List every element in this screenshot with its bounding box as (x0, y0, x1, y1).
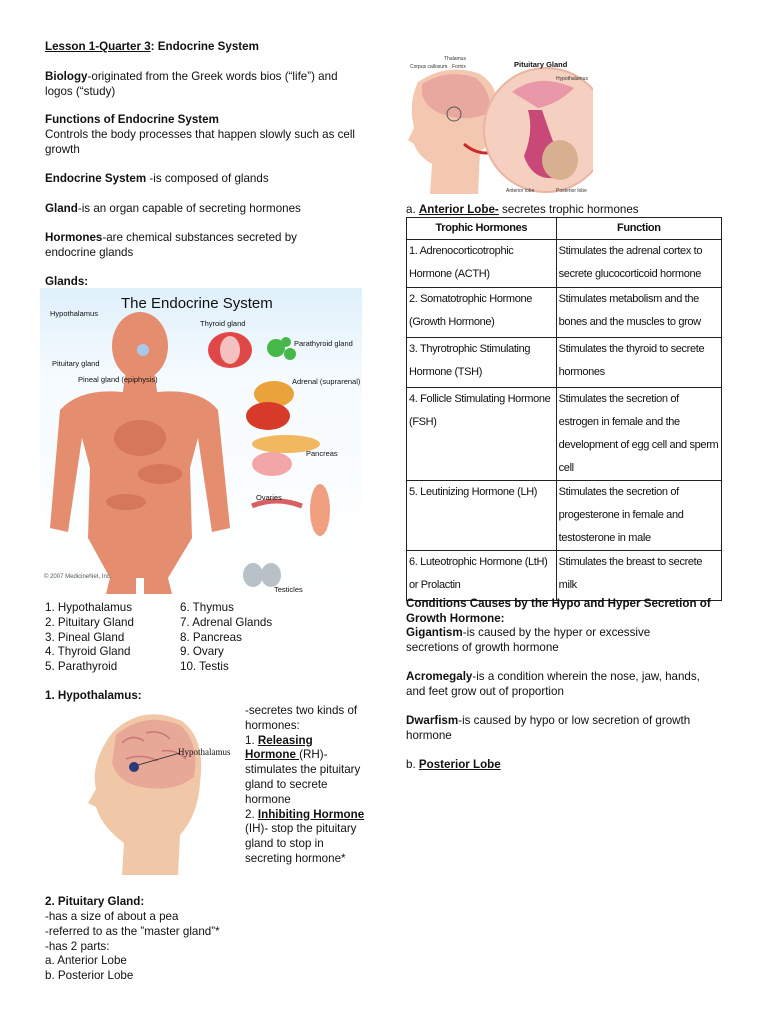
hypothalamus-intro: -secretes two kinds of hormones: (245, 704, 358, 732)
posterior-lobe-heading: b. Posterior Lobe (406, 758, 501, 771)
functions-text: Controls the body processes that happen slowly such as cell growth (45, 128, 355, 156)
pituitary-heading: 2. Pituitary Gland: (45, 895, 145, 908)
table-cell: 5. Leutinizing Hormone (LH) (407, 481, 557, 551)
table-row (407, 388, 722, 481)
pituitary-line: a. Anterior Lobe (45, 954, 127, 968)
gland-list-col-1 (45, 601, 180, 675)
label-ovaries: Ovaries (256, 493, 282, 502)
label-thyroid: Thyroid gland (200, 319, 246, 328)
endocrine-definition: Endocrine System -is composed of glands (45, 172, 269, 185)
gland-list-col-2 (180, 601, 272, 675)
label-hypothalamus: Hypothalamus (50, 309, 98, 318)
label-posterior: Posterior lobe (556, 188, 587, 194)
table-row (407, 240, 722, 288)
table-cell: Stimulates metabolism and the bones and the muscles to grow (556, 288, 721, 338)
endocrine-system-illustration (40, 288, 362, 594)
endocrine-system-figure (40, 288, 362, 594)
pituitary-line: b. Posterior Lobe (45, 969, 134, 983)
list-item: 9. Ovary (180, 645, 224, 659)
list-item: 10. Testis (180, 660, 229, 674)
column-header-function: Function (556, 218, 721, 240)
label-parathyroid: Parathyroid gland (294, 339, 353, 348)
hypothalamus-label: Hypothalamus (178, 747, 231, 757)
figure-credit: © 2007 MedicineNet, Inc. (44, 574, 112, 580)
page-title: Lesson 1-Quarter 3: Endocrine System (45, 40, 259, 53)
gland-list (45, 601, 272, 675)
anterior-lobe-heading: a. Anterior Lobe- secretes trophic hormones (406, 203, 639, 216)
table-cell: Stimulates the secretion of progesterone in female and testosterone in male (556, 481, 721, 551)
table-cell: Stimulates the secretion of estrogen in female and the development of egg cell and sperm cell (556, 388, 721, 481)
table-cell: Stimulates the thyroid to secrete hormones (556, 338, 721, 388)
hypothalamus-figure (82, 703, 232, 875)
pituitary-line: -has a size of about a pea (45, 910, 179, 923)
table-cell: 6. Luteotrophic Hormone (LtH) or Prolactin (407, 551, 557, 601)
pituitary-lines (45, 910, 375, 984)
biology-definition: Biology-originated from the Greek words bios (“life”) and logos (“study) (45, 70, 338, 98)
figure-title: The Endocrine System (121, 295, 273, 312)
label-fornix: Fornix (452, 64, 466, 70)
table-row (407, 481, 722, 551)
list-item: 1. Hypothalamus (45, 601, 132, 614)
table-row (407, 338, 722, 388)
pituitary-illustration (408, 52, 593, 194)
glands-heading: Glands: (45, 275, 89, 288)
head-illustration (82, 703, 232, 875)
dwarfism-definition: Dwarfism-is caused by hypo or low secretion of growth hormone (406, 714, 691, 742)
label-anterior: Anterior lobe (506, 188, 535, 194)
label-thalamus: Thalamus (444, 56, 466, 62)
figure-title-pituitary: Pituitary Gland (514, 60, 568, 69)
table-cell: 1. Adrenocorticotrophic Hormone (ACTH) (407, 240, 557, 288)
label-pineal: Pineal gland (epiphysis) (78, 375, 158, 384)
label-adrenal: Adrenal (suprarenal) (292, 377, 361, 386)
hypothalamus-heading: 1. Hypothalamus: (45, 689, 142, 702)
pituitary-line: -has 2 parts: (45, 939, 110, 953)
label-corpus-callosum: Corpus callosum (410, 64, 448, 70)
list-item: 8. Pancreas (180, 630, 242, 644)
pituitary-gland-figure (408, 52, 593, 194)
table-cell: 2. Somatotrophic Hormone (Growth Hormone) (407, 288, 557, 338)
trophic-hormones-table (406, 217, 722, 601)
inhibiting-hormone: 2. Inhibiting Hormone (IH)- stop the pituitary gland to stop in secreting hormone* (245, 807, 365, 865)
releasing-hormone: 1. Releasing Hormone (RH)- stimulates the pituitary gland to secrete hormone (245, 733, 361, 806)
table-row (407, 551, 722, 601)
table-cell: 3. Thyrotrophic Stimulating Hormone (TSH) (407, 338, 557, 388)
gigantism-definition: Gigantism-is caused by the hyper or excessive secretions of growth hormone (406, 626, 651, 654)
list-item: 7. Adrenal Glands (180, 615, 273, 629)
gland-definition: Gland-is an organ capable of secreting hormones (45, 202, 301, 215)
label-pituitary: Pituitary gland (52, 359, 100, 368)
list-item: 6. Thymus (180, 601, 234, 614)
table-header-row (407, 218, 722, 240)
label-testicles: Testicles (274, 585, 303, 594)
functions-heading: Functions of Endocrine System (45, 113, 219, 126)
label-hypothalamus-2: Hypothalamus (556, 76, 588, 82)
hormones-definition: Hormones-are chemical substances secreted by endocrine glands (45, 231, 297, 259)
list-item: 5. Parathyroid (45, 660, 118, 674)
list-item: 4. Thyroid Gland (45, 645, 131, 659)
conditions-heading: Conditions Causes by the Hypo and Hyper Secretion of Growth Hormone: (406, 597, 711, 625)
pituitary-line: -referred to as the ”master gland”* (45, 924, 220, 938)
list-item: 3. Pineal Gland (45, 630, 125, 644)
table-row (407, 288, 722, 338)
table-cell: Stimulates the breast to secrete milk (556, 551, 721, 601)
table-cell: 4. Follicle Stimulating Hormone (FSH) (407, 388, 557, 481)
hypothalamus-description (245, 704, 365, 867)
acromegaly-definition: Acromegaly-is a condition wherein the nose, jaw, hands, and feet grow out of proportion (406, 670, 700, 698)
table-cell: Stimulates the adrenal cortex to secrete glucocorticoid hormone (556, 240, 721, 288)
label-pancreas: Pancreas (306, 449, 338, 458)
column-header-trophic: Trophic Hormones (407, 218, 557, 240)
list-item: 2. Pituitary Gland (45, 615, 134, 629)
